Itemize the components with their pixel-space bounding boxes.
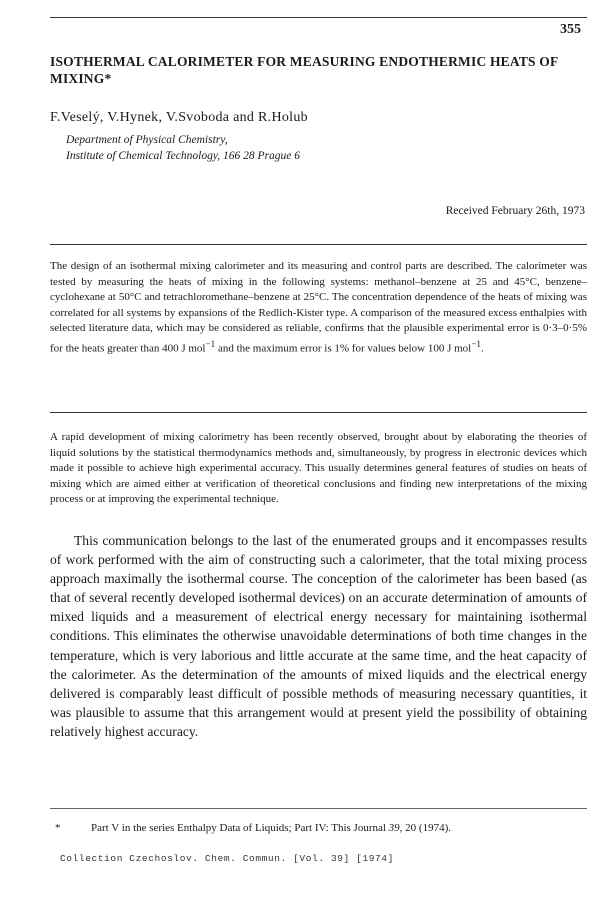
header-rule — [50, 17, 587, 18]
footnote-text-after: , 20 (1974). — [399, 822, 451, 834]
affiliation-line-1: Department of Physical Chemistry, — [66, 134, 228, 146]
authors: F.Veselý, V.Hynek, V.Svoboda and R.Holub — [50, 110, 308, 125]
paper-title: ISOTHERMAL CALORIMETER FOR MEASURING ENDOTHERMIC HEATS OF MIXING* — [50, 54, 558, 86]
abstract-text-3: . — [481, 342, 484, 355]
footnote-rule — [50, 808, 587, 809]
footnote — [55, 822, 590, 834]
footnote-mark: * — [55, 822, 61, 834]
abstract-superscript-2: −1 — [471, 338, 481, 349]
footnote-text-before: Part V in the series Enthalpy Data of Liquids; Part IV: This Journal — [91, 822, 389, 834]
abstract-bottom-rule — [50, 412, 587, 413]
received-date: Received February 26th, 1973 — [445, 205, 585, 217]
footnote-volume: 39 — [388, 822, 400, 834]
journal-citation: Collection Czechoslov. Chem. Commun. [Vol. 39] [1974] — [60, 853, 394, 864]
page-number: 355 — [560, 22, 581, 37]
affiliation — [66, 132, 300, 164]
body-paragraph: This communication belongs to the last of the enumerated groups and it encompasses results of work performed with the aim of constructing such a calorimeter, that the total mixing process approach maximally the isothermal course. The conception of the calorimeter has been based (as that of several recently developed isothermal devices) on an accurate determination of amounts of mixed liquids and a measurement of electrical energy necessary for maintaining isothermal conditions. This eliminates the otherwise unavoidable determinations of both time changes in the temperature, which is very laborious and little accurate at the same time, and the heat capacity of the calorimeter. As the determination of the amounts of mixed liquids and the electrical energy delivered is comparably least difficult of possible methods of measuring necessary quantities, it was plausible to assume that this arrangement would at present yield the possibility of obtaining relatively highest accuracy. — [50, 533, 587, 739]
abstract-superscript-1: −1 — [205, 338, 216, 349]
affiliation-line-2: Institute of Chemical Technology, 166 28 Prague 6 — [66, 150, 301, 162]
introduction-paragraph: A rapid development of mixing calorimetry has been recently observed, brought about by elaborating the theories of liquid solutions by the statistical thermodynamics methods and, simultaneously, by progress in electronic devices which made it possible to achieve high experimental accuracy. This usually determines general features of studies on heats of mixing which are aimed either at verification of theoretical conclusions and finding new interpretations of the mixing process or at improving the experimental technique. — [50, 431, 587, 505]
abstract-top-rule — [50, 244, 587, 245]
abstract-text-1: The design of an isothermal mixing calorimeter and its measuring and control parts are described. The calorimeter was tested by measuring the heats of mixing in the following systems: methanol–benzene at 25 and 45°C, benzene–cyclohexane at 50°C and tetrachloromethane–benzene at 25°C. The concentration dependence of the heats of mixing was correlated for all systems by expansions of the Redlich-Kister type. A comparison of the measured excess enthalpies with selected literature data, which may be considered as reliable, confirms that the plausible experimental error is 0·3–0·5% for the heats greater than 400 J mol — [50, 260, 587, 355]
abstract — [50, 259, 587, 357]
abstract-text-2: and the maximum error is 1% for values below 100 J mol — [215, 342, 472, 355]
